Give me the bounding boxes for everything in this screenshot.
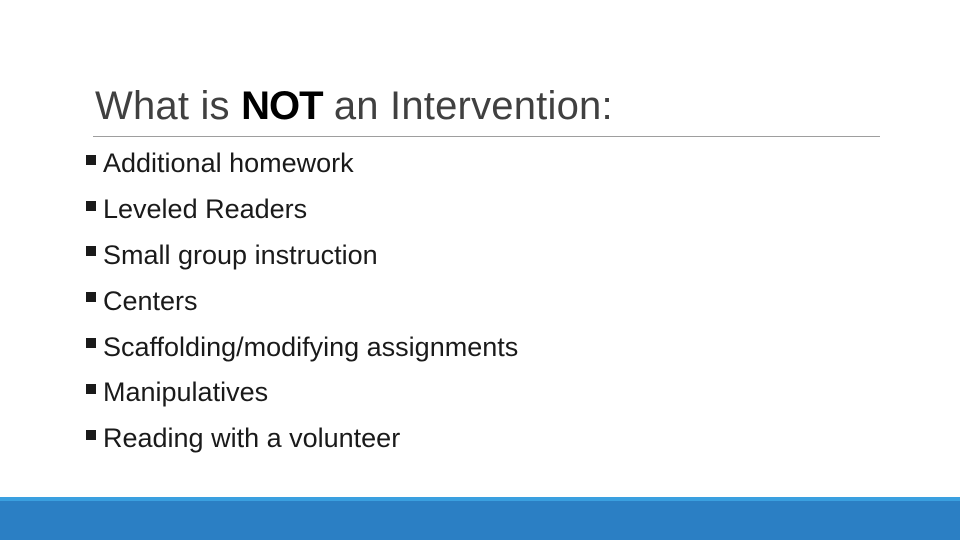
title-prefix: What is — [95, 84, 242, 128]
bullet-text: Reading with a volunteer — [103, 423, 401, 454]
title-divider — [93, 136, 880, 137]
square-bullet-icon — [86, 246, 96, 256]
square-bullet-icon — [86, 384, 96, 394]
bullet-text: Manipulatives — [103, 377, 269, 408]
bullet-text: Scaffolding/modifying assignments — [103, 331, 519, 362]
bullet-item — [86, 187, 518, 233]
square-bullet-icon — [86, 292, 96, 302]
square-bullet-icon — [86, 201, 96, 211]
bullet-item — [86, 141, 518, 187]
square-bullet-icon — [86, 155, 96, 165]
bullet-text: Centers — [103, 285, 198, 316]
bullet-item — [86, 324, 518, 370]
bullet-list — [86, 141, 518, 462]
bullet-item — [86, 370, 518, 416]
square-bullet-icon — [86, 338, 96, 348]
square-bullet-icon — [86, 430, 96, 440]
bullet-item — [86, 278, 518, 324]
title-suffix: an Intervention: — [322, 84, 613, 128]
bullet-item — [86, 233, 518, 279]
title-emphasis: NOT — [241, 84, 323, 128]
bullet-item — [86, 416, 518, 462]
slide-title — [95, 78, 613, 134]
bullet-text: Small group instruction — [103, 239, 378, 270]
bullet-text: Additional homework — [103, 148, 354, 179]
bullet-text: Leveled Readers — [103, 194, 308, 225]
footer-band — [0, 501, 960, 540]
